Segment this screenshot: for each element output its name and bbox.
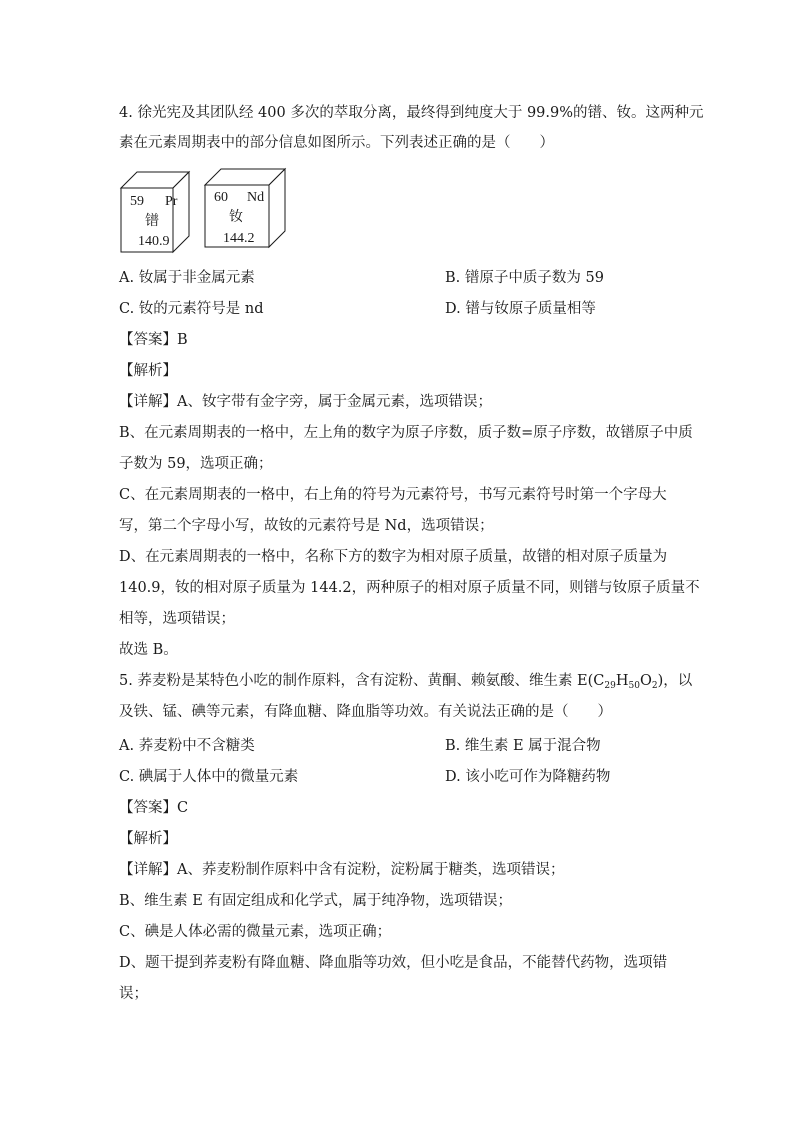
- q5-stem-text: 5. 荞麦粉是某特色小吃的制作原料，含有淀粉、黄酮、赖氨酸、维生素 E(C: [119, 673, 605, 689]
- q4-detail-line: 子数为 59，选项正确；: [119, 456, 273, 472]
- q4-option-c: C. 钕的元素符号是 nd: [119, 301, 264, 317]
- q4-answer: 【答案】B: [119, 332, 188, 348]
- formula-h: H: [615, 673, 629, 689]
- q5-stem-line-2: 及铁、锰、碘等元素，有降血糖、降血脂等功效。有关说法正确的是（ ）: [119, 704, 612, 720]
- element-tile-nd: [205, 169, 291, 251]
- q4-detail-line: 故选 B。: [119, 642, 178, 658]
- q4-detail-line: 相等，选项错误；: [119, 611, 235, 627]
- q4-detail-line: 【详解】A、钕字带有金字旁，属于金属元素，选项错误；: [119, 394, 492, 410]
- atomic-number: 59: [130, 194, 144, 209]
- q4-detail-line: 140.9，钕的相对原子质量为 144.2，两种原子的相对原子质量不同，则镨与钕原子质量不: [119, 580, 700, 596]
- q5-detail-line: B、维生素 E 有固定组成和化学式，属于纯净物，选项错误；: [119, 893, 512, 909]
- q4-detail-line: B、在元素周期表的一格中，左上角的数字为原子序数，质子数=原子序数，故镨原子中质: [119, 425, 693, 441]
- q4-stem-line-2: 素在元素周期表中的部分信息如图所示。下列表述正确的是（ ）: [119, 135, 554, 151]
- atomic-number: 60: [214, 190, 228, 205]
- q5-stem-line-1: [119, 671, 693, 696]
- q5-stem-text-end: )，以: [657, 673, 693, 689]
- q5-detail-line: D、题干提到荞麦粉有降血糖、降血脂等功效，但小吃是食品，不能替代药物，选项错: [119, 955, 668, 971]
- q4-option-b: B. 镨原子中质子数为 59: [445, 270, 604, 286]
- q5-answer: 【答案】C: [119, 800, 189, 816]
- formula-subscript-c: 29: [604, 681, 616, 691]
- q5-option-d: D. 该小吃可作为降糖药物: [445, 769, 611, 785]
- q5-option-b: B. 维生素 E 属于混合物: [445, 738, 601, 754]
- formula-subscript-h: 50: [628, 681, 640, 691]
- element-symbol: Pr: [165, 194, 178, 209]
- q4-detail-line: 写，第二个字母小写，故钕的元素符号是 Nd，选项错误；: [119, 518, 494, 534]
- q4-detail-line: D、在元素周期表的一格中，名称下方的数字为相对原子质量，故镨的相对原子质量为: [119, 549, 668, 565]
- q4-stem-line-1: 4. 徐光宪及其团队经 400 多次的萃取分离，最终得到纯度大于 99.9%的镨、钕。这两种元: [119, 105, 704, 121]
- atomic-mass: 144.2: [223, 231, 255, 246]
- q5-option-c: C. 碘属于人体中的微量元素: [119, 769, 299, 785]
- element-name: 镨: [145, 214, 159, 229]
- q4-detail-line: C、在元素周期表的一格中，右上角的符号为元素符号，书写元素符号时第一个字母大: [119, 487, 667, 503]
- element-name: 钕: [229, 210, 243, 225]
- element-tile-pr: [121, 172, 201, 252]
- q4-option-a: A. 钕属于非金属元素: [119, 270, 255, 286]
- q5-option-a: A. 荞麦粉中不含糖类: [119, 738, 255, 754]
- q4-analysis-heading: 【解析】: [119, 363, 177, 379]
- q5-analysis-heading: 【解析】: [119, 831, 177, 847]
- formula-subscript-o: 2: [651, 681, 658, 691]
- q5-detail-line: 【详解】A、荞麦粉制作原料中含有淀粉，淀粉属于糖类，选项错误；: [119, 862, 565, 878]
- atomic-mass: 140.9: [138, 234, 170, 249]
- q5-detail-line: 误；: [119, 986, 148, 1002]
- element-symbol: Nd: [247, 190, 265, 205]
- q5-detail-line: C、碘是人体必需的微量元素，选项正确；: [119, 924, 392, 940]
- q4-option-d: D. 镨与钕原子质量相等: [445, 301, 596, 317]
- formula-o: O: [639, 673, 652, 689]
